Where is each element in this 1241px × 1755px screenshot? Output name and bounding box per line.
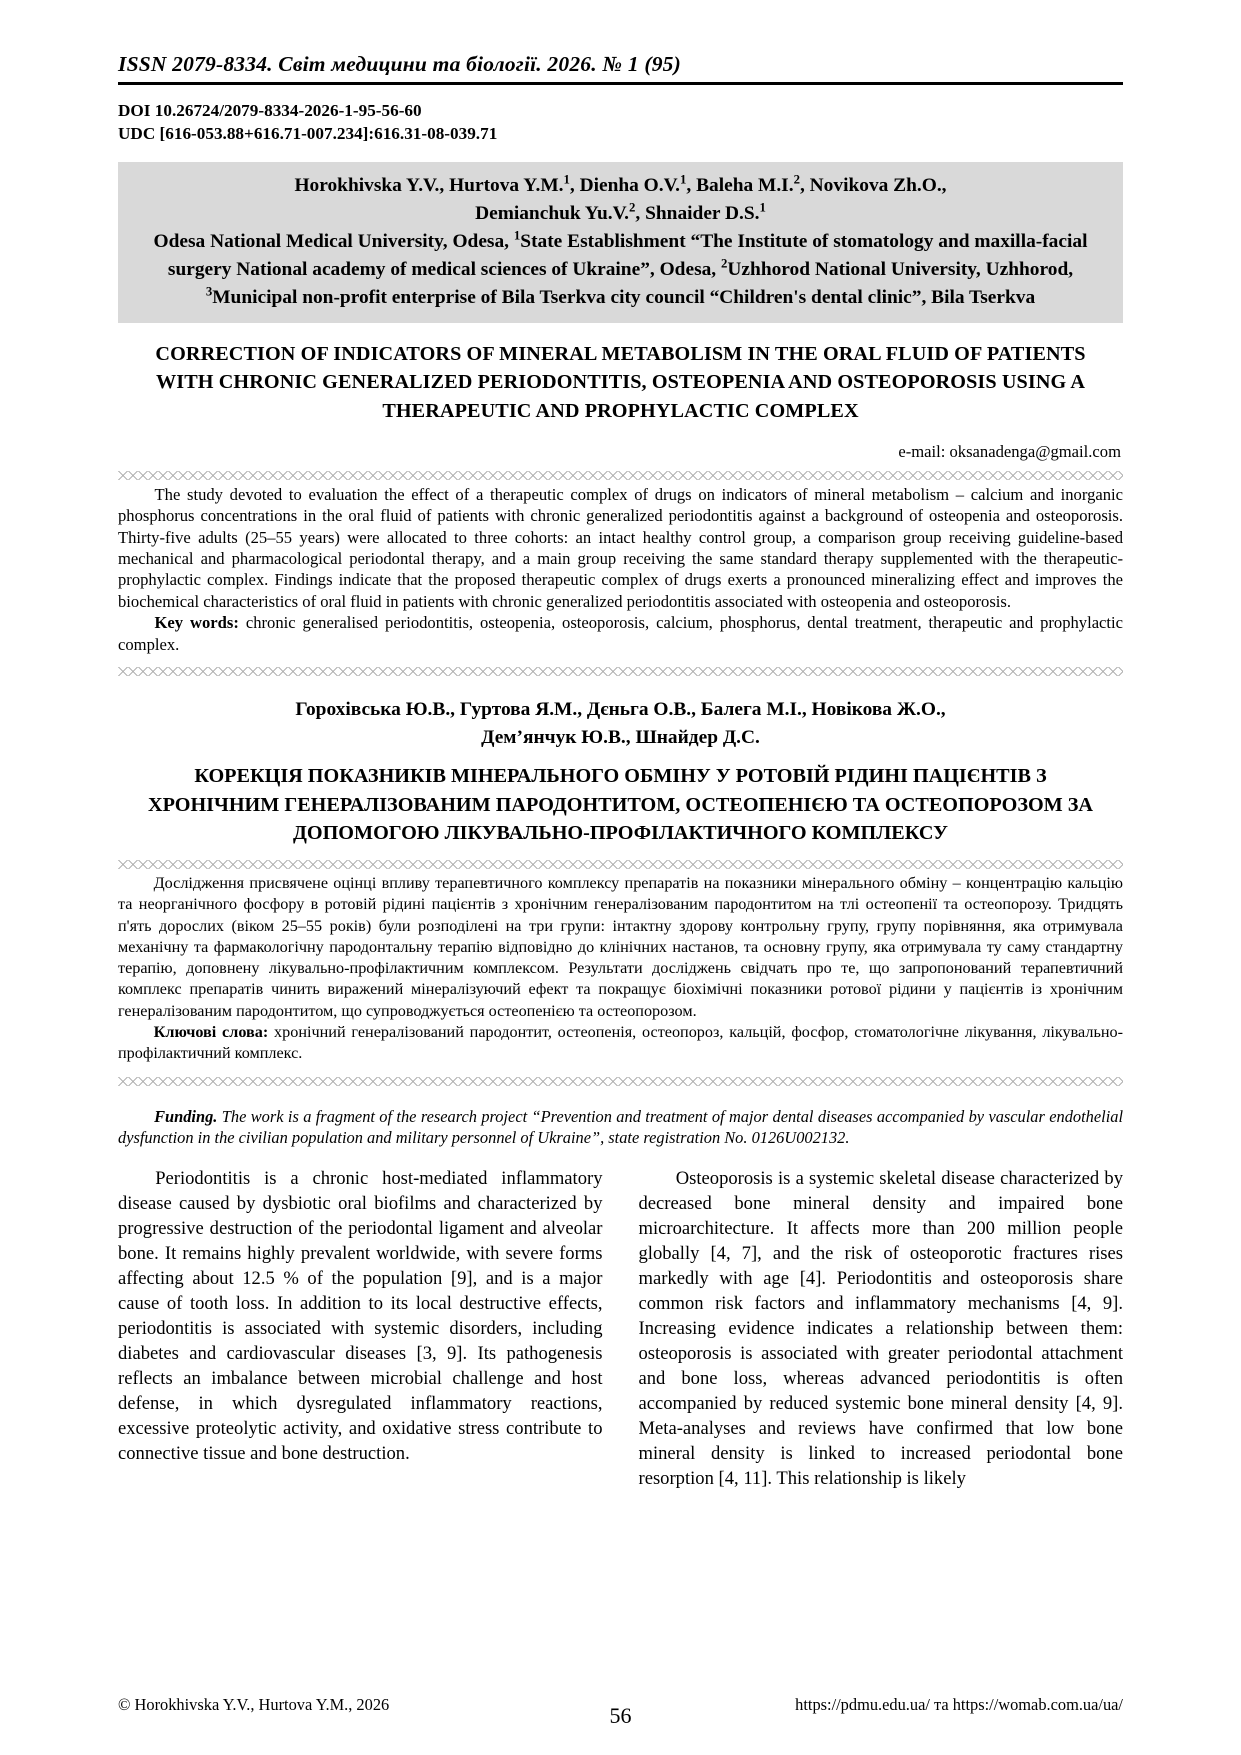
wavy-divider-middle [118, 667, 1123, 676]
footer-urls[interactable]: https://pdmu.edu.ua/ та https://womab.com.ua/ua/ [795, 1695, 1123, 1714]
body-columns [118, 1166, 1123, 1491]
abstract-ua-text: Дослідження присвячене оцінці впливу терапевтичного комплексу препаратів на показники мінерального обміну – концентрацію кальцію та неорганічного фосфору в ротовій рідині пацієнтів з хронічним генералізованим пародонтитом на тлі остеопенії та остеопорозу. Тридцять п'ять дорослих (віком 25–55 років) були розподілені на три групи: інтактну здорову контрольну групу, групу порівняння, яка отримувала механічну та фармакологічну пародонтальну терапію відповідно до клінічних настанов, та основну групу, яка отримувала ту саму стандартну терапію, доповнену лікувально-профілактичним комплексом. Результати досліджень свідчать про те, що запропонований терапевтичний комплекс препаратів чинить виражений мінералізуючий ефект та покращує біохімічні показники ротової рідини у пацієнтів із хронічним генералізованим пародонтитом, що супроводжується остеопенією та остеопорозом. [118, 873, 1123, 1020]
affiliation-part: State Establishment “The Institute of stomatology and maxilla-facial surgery National academy of medical sciences of Ukraine”, Odesa, [167, 230, 1088, 280]
author-names-part: , Dienha O.V. [569, 175, 680, 197]
abstract-ua [118, 873, 1123, 1065]
affiliation-marker: 1 [679, 172, 687, 187]
affiliation-marker: 1 [563, 172, 570, 187]
affiliation-marker: 1 [513, 228, 521, 243]
page-footer [118, 1689, 1123, 1728]
wavy-divider-top [118, 471, 1123, 480]
affiliation-marker: 2 [793, 172, 800, 187]
doi-line: DOI 10.26724/2079-8334-2026-1-95-56-60 [118, 101, 422, 120]
affiliation-part: Uzhhorod National University, Uzhhorod, [727, 258, 1074, 280]
authors-line-2 [130, 200, 1111, 228]
udc-line: UDC [616-053.88+616.71-007.234]:616.31-08-039.71 [118, 124, 498, 144]
affiliation-part: Municipal non-profit enterprise of Bila Tserkva city council “Children's dental clinic”, Bila Tserkva [212, 286, 1036, 308]
header-divider-rule [118, 82, 1123, 85]
article-title-ua: КОРЕКЦІЯ ПОКАЗНИКІВ МІНЕРАЛЬНОГО ОБМІНУ У РОТОВІЙ РІДИНІ ПАЦІЄНТІВ З ХРОНІЧНИМ ГЕНЕРАЛІЗОВАНИМ ПАРОДОНТИТОМ, ОСТЕОПЕНІЄЮ ТА ОСТЕОПОРОЗОМ ЗА ДОПОМОГОЮ ЛІКУВАЛЬНО-ПРОФІЛАКТИЧНОГО КОМПЛЕКСУ [147, 764, 1094, 845]
affiliations-text [130, 228, 1111, 312]
footer-copyright: © Horokhivska Y.V., Hurtova Y.M., 2026 [118, 1695, 390, 1714]
keywords-en [118, 612, 1123, 655]
wavy-divider-ua [118, 860, 1123, 869]
author-names-part: Horokhivska Y.V., Hurtova Y.M. [294, 175, 564, 197]
article-title-en: CORRECTION OF INDICATORS OF MINERAL METABOLISM IN THE ORAL FLUID OF PATIENTS WITH CHRONIC GENERALIZED PERIODONTITIS, OSTEOPENIA AND OSTEOPOROSIS USING A THERAPEUTIC AND PROPHYLACTIC COMPLEX [155, 342, 1086, 423]
body-paragraph-right: Osteoporosis is a systemic skeletal disease characterized by decreased bone mineral density and impaired bone microarchitecture. It affects more than 200 million people globally [4, 7], and the risk of osteoporotic fractures rises markedly with age [4]. Periodontitis and osteoporosis share common risk factors and inflammatory mechanisms [4, 9]. Increasing evidence indicates a relationship between them: osteoporosis is associated with greater periodontal attachment and bone loss, whereas advanced periodontitis is often accompanied by reduced systemic bone mineral density [4, 9]. Meta-analyses and reviews have confirmed that low bone mineral density is linked to increased periodontal bone resorption [4, 11]. This relationship is likely [638, 1168, 1123, 1490]
wavy-divider-bottom [118, 1077, 1123, 1086]
page-number: 56 [609, 1703, 632, 1728]
authors-line-1 [130, 172, 1111, 200]
author-names-part: , Novikova Zh.O., [799, 175, 947, 197]
keywords-ua [118, 1022, 1123, 1065]
affiliation-part: Odesa National Medical University, Odesa, [153, 230, 514, 252]
author-names-part: , Baleha M.I. [686, 175, 794, 197]
abstract-en [118, 484, 1123, 655]
contact-email[interactable]: e-mail: oksanadenga@gmail.com [898, 441, 1121, 461]
authors-ua-line-1: Горохівська Ю.В., Гуртова Я.М., Дєньга О.В., Балега М.І., Новікова Ж.О., [295, 698, 946, 720]
funding-paragraph [118, 1106, 1123, 1149]
keywords-ua-list: хронічний генералізований пародонтит, остеопенія, остеопороз, кальцій, фосфор, стоматологічне лікування, лікувально-профілактичний комплекс. [118, 1022, 1123, 1063]
body-paragraph-left: Periodontitis is a chronic host-mediated inflammatory disease caused by dysbiotic oral biofilms and characterized by progressive destruction of the periodontal ligament and alveolar bone. It remains highly prevalent worldwide, with severe forms affecting about 12.5 % of the population [9], and is a major cause of tooth loss. In addition to its local destructive effects, periodontitis is associated with systemic disorders, including diabetes and cardiovascular diseases [3, 9]. Its pathogenesis reflects an imbalance between microbial challenge and host defense, in which dysregulated inflammatory reactions, excessive proteolytic activity, and oxidative stress contribute to connective tissue and bone destruction. [118, 1168, 603, 1465]
affiliation-marker: 2 [629, 200, 636, 215]
author-names-part: , Shnaider D.S. [635, 203, 760, 225]
running-head: ISSN 2079-8334. Світ медицини та біології. 2026. № 1 (95) [118, 52, 681, 76]
keywords-ua-label: Ключові слова: [153, 1022, 269, 1041]
authors-affiliations-box [118, 162, 1123, 323]
authors-ua-line-2: Дем’янчук Ю.В., Шнайдер Д.С. [481, 726, 760, 748]
keywords-en-list: chronic generalised periodontitis, osteopenia, osteoporosis, calcium, phosphorus, dental treatment, therapeutic and prophylactic complex. [118, 613, 1124, 654]
body-column-left [118, 1166, 603, 1491]
body-column-right [639, 1166, 1124, 1491]
authors-ua [118, 696, 1123, 752]
affiliation-marker: 1 [759, 200, 766, 215]
funding-label: Funding. [154, 1106, 218, 1126]
author-names-part: Demianchuk Yu.V. [475, 203, 629, 225]
affiliation-marker: 3 [205, 284, 213, 299]
identifiers-block [118, 99, 1123, 145]
funding-text: The work is a fragment of the research project “Prevention and treatment of major dental diseases accompanied by vascular endothelial dysfunction in the civilian population and military personnel of Ukraine”, state registration No. 0126U002132. [118, 1106, 1123, 1147]
keywords-en-label: Key words: [154, 613, 239, 633]
abstract-en-text: The study devoted to evaluation the effect of a therapeutic complex of drugs on indicators of mineral metabolism – calcium and inorganic phosphorus concentrations in the oral fluid of patients with chronic generalized periodontitis against a background of osteopenia and osteoporosis. Thirty-five adults (25–55 years) were allocated to three cohorts: an intact healthy control group, a comparison group receiving guideline-based mechanical and pharmacological periodontal therapy, and a main group receiving the same standard therapy supplemented with the therapeutic-prophylactic complex. Findings indicate that the proposed therapeutic complex of drugs exerts a pronounced mineralizing effect and improves the biochemical characteristics of oral fluid in patients with chronic generalized periodontitis associated with osteopenia and osteoporosis. [118, 484, 1123, 611]
funding-note [118, 1106, 1123, 1149]
affiliation-marker: 2 [721, 256, 728, 271]
